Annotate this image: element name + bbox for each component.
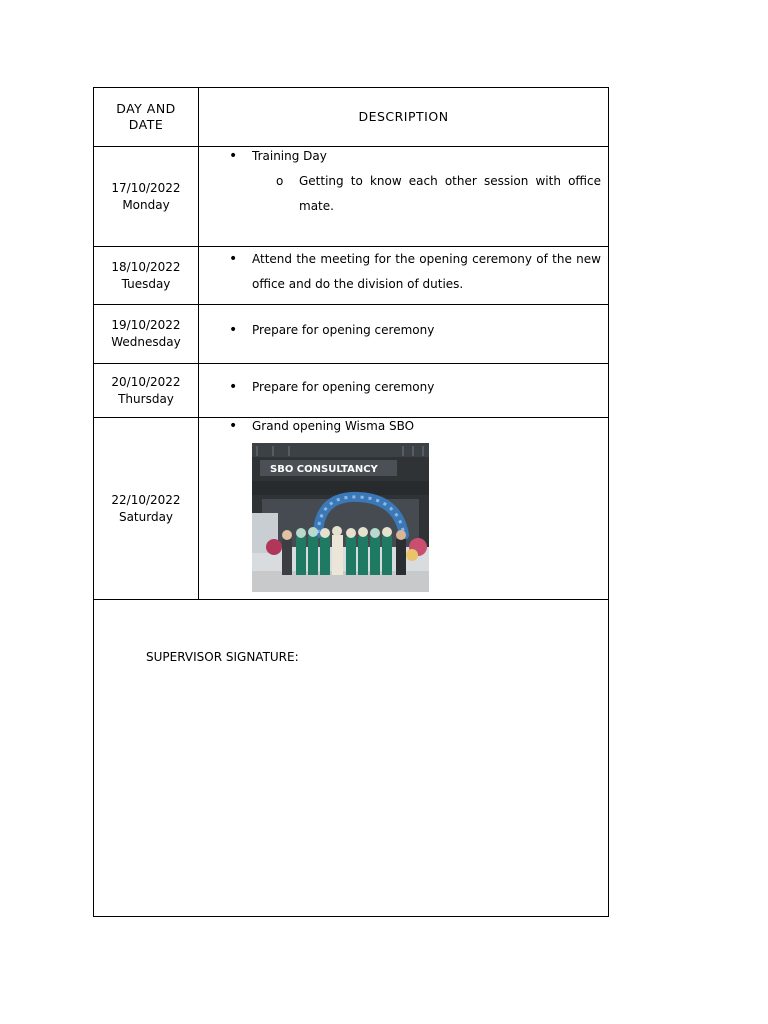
header-day-and-date bbox=[94, 88, 198, 146]
row-date-cell bbox=[94, 305, 198, 363]
row-date-cell bbox=[94, 247, 198, 304]
row-date-cell bbox=[94, 147, 198, 246]
item-text: Attend the meeting for the opening ceremony of the new office and do the division of duties. bbox=[252, 252, 601, 291]
item-text: Training Day bbox=[252, 149, 327, 163]
item-text: Prepare for opening ceremony bbox=[252, 380, 435, 394]
row-day: Wednesday bbox=[111, 335, 181, 349]
bullet-icon: • bbox=[229, 379, 238, 395]
activity-log-table bbox=[93, 87, 609, 917]
supervisor-signature-label: SUPERVISOR SIGNATURE: bbox=[146, 650, 299, 664]
row-date: 17/10/2022 bbox=[111, 180, 181, 195]
list-item bbox=[199, 247, 601, 297]
row-date: 20/10/2022 bbox=[111, 374, 181, 389]
sub-list-item bbox=[199, 169, 601, 219]
sub-item-text: Getting to know each other session with office mate. bbox=[299, 174, 601, 213]
list-item bbox=[199, 144, 601, 169]
header-date-label: DAY AND DATE bbox=[116, 101, 176, 132]
header-desc-label: DESCRIPTION bbox=[358, 109, 449, 124]
row-day: Monday bbox=[122, 197, 170, 212]
row-day: Tuesday bbox=[121, 276, 171, 291]
row-description bbox=[199, 247, 601, 297]
row-day: Saturday bbox=[118, 509, 174, 524]
row-description bbox=[199, 414, 601, 439]
circle-bullet-icon: o bbox=[276, 174, 284, 188]
grand-opening-photo bbox=[252, 443, 429, 592]
list-item bbox=[199, 375, 601, 400]
header-description bbox=[199, 88, 608, 146]
row-description bbox=[199, 318, 601, 343]
bullet-icon: • bbox=[229, 148, 238, 164]
list-item bbox=[199, 414, 601, 439]
row-date-cell bbox=[94, 418, 198, 599]
row-date: 22/10/2022 bbox=[111, 492, 181, 507]
row-description bbox=[199, 144, 601, 219]
item-text: Grand opening Wisma SBO bbox=[252, 419, 415, 433]
row-date: 18/10/2022 bbox=[111, 259, 181, 274]
row-date: 19/10/2022 bbox=[111, 318, 181, 332]
row-divider bbox=[94, 599, 608, 600]
bullet-icon: • bbox=[229, 418, 238, 434]
row-date-cell bbox=[94, 364, 198, 417]
row-day: Thursday bbox=[118, 391, 174, 406]
item-text: Prepare for opening ceremony bbox=[252, 323, 435, 337]
list-item bbox=[199, 318, 601, 343]
bullet-icon: • bbox=[229, 322, 238, 338]
row-description bbox=[199, 375, 601, 400]
bullet-icon: • bbox=[229, 251, 238, 267]
sbo-consultancy-sign: SBO CONSULTANCY bbox=[270, 464, 378, 475]
